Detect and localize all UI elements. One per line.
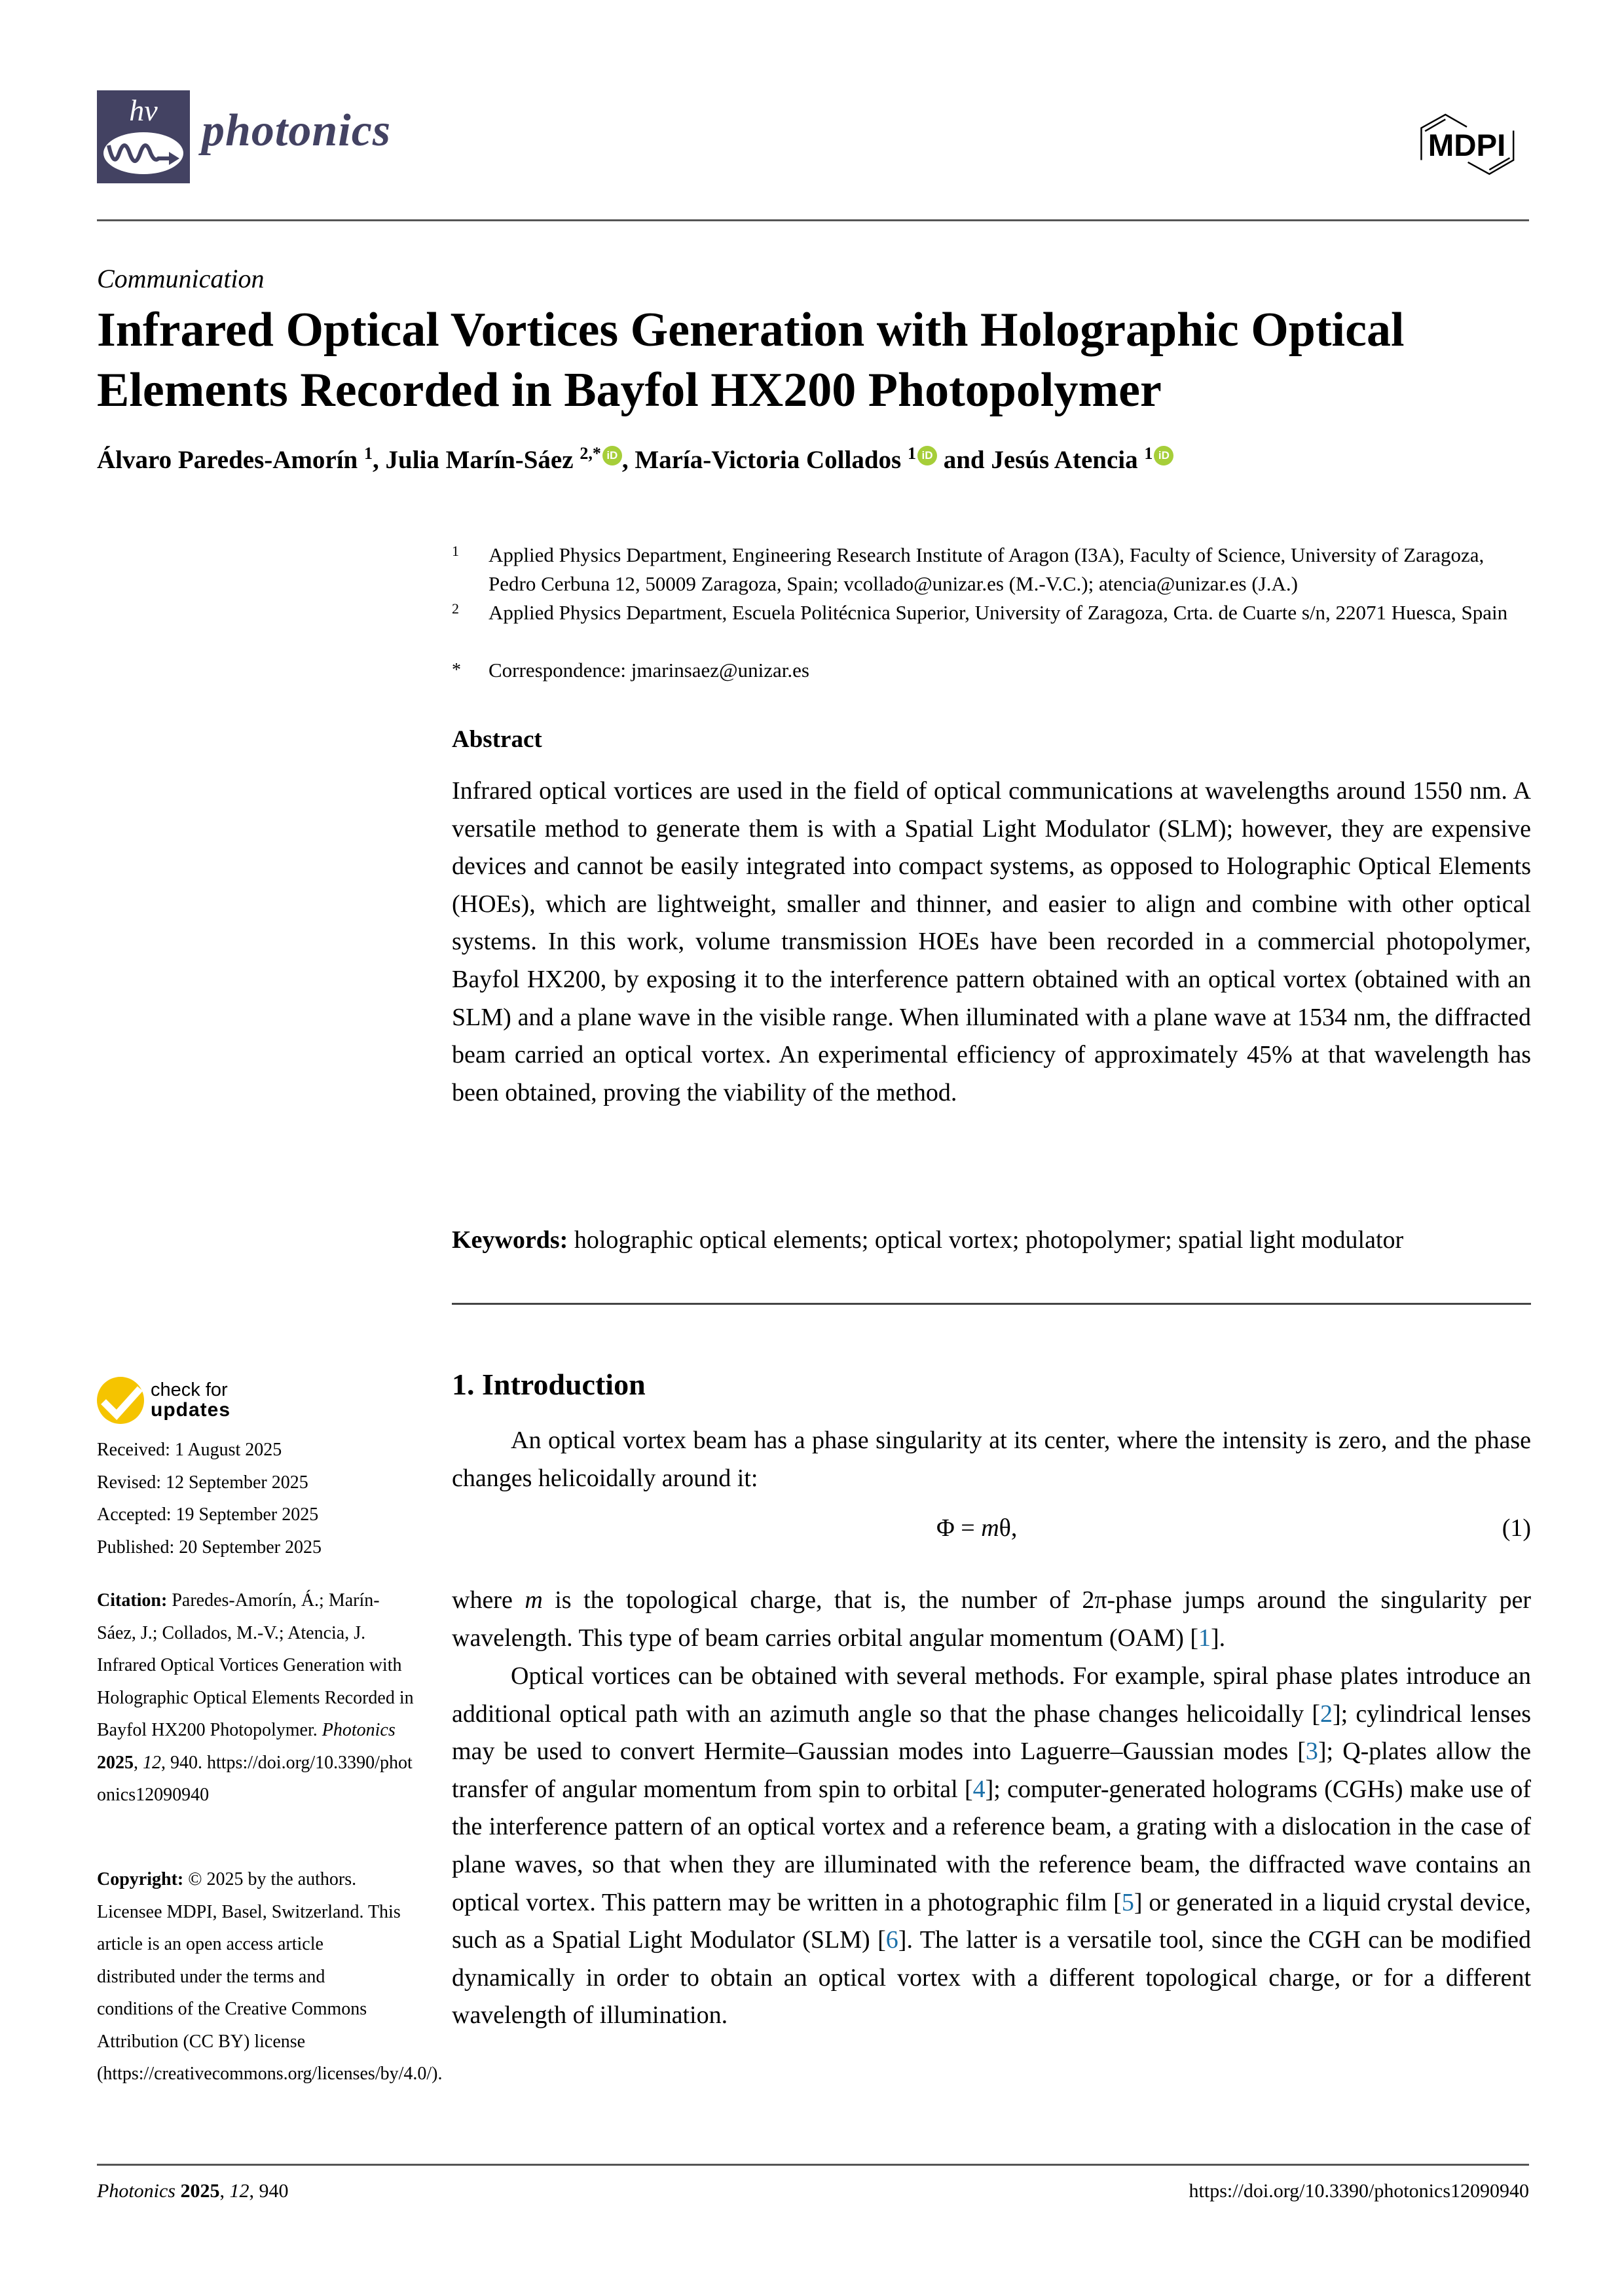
- correspondence: * Correspondence: jmarinsaez@unizar.es: [452, 659, 809, 682]
- mdpi-logo[interactable]: [1408, 105, 1526, 183]
- author-affil-mark: 1: [1144, 444, 1153, 463]
- citation-year: 2025: [97, 1752, 134, 1773]
- date-received: Received: 1 August 2025: [97, 1440, 282, 1460]
- author-name: Jesús Atencia: [991, 446, 1138, 474]
- mdpi-text: MDPI: [1428, 128, 1506, 163]
- copyright-text: © 2025 by the authors. Licensee MDPI, Basel, Switzerland. This article is an open access article distributed under the terms and conditions of the Creative Commons Attribution (CC BY) license (https://creativecommons.org/licenses/by/4.0/).: [97, 1869, 443, 2084]
- footer-divider: [97, 2164, 1529, 2166]
- footer-citation: Photonics 2025, 12, 940: [97, 2180, 289, 2202]
- logo-wave-ellipse: [103, 132, 183, 174]
- publication-dates: [97, 1434, 424, 1563]
- date-revised: Revised: 12 September 2025: [97, 1472, 308, 1493]
- copyright-label: Copyright:: [97, 1869, 184, 1889]
- affiliation-2: 2 Applied Physics Department, Escuela Politécnica Superior, University of Zaragoza, Crta. de Cuarte s/n, 22071 Huesca, Spain: [452, 600, 1508, 624]
- reference-link[interactable]: 3: [1305, 1738, 1318, 1766]
- citation-doi-link[interactable]: https://doi.org/10.3390/photonics12090940: [97, 1752, 413, 1805]
- intro-paragraph-3: Optical vortices can be obtained with several methods. For example, spiral phase plates introduce an additional optical path with an azimuth angle so that the phase changes helicoidally [2]; cylindrical lenses may be used to convert Hermite–Gaussian modes into Laguerre–Gaussian modes [3]; Q-plates allow the transfer of angular momentum from spin to orbital [4]; computer-generated holograms (CGHs) make use of the interference pattern of an optical vortex and a reference beam, a grating with a dislocation in the case of plane waves, so that when they are illuminated with the reference beam, the diffracted wave contains an optical vortex. This pattern may be written in a photographic film [5] or generated in a liquid crystal device, such as a Spatial Light Modulator (SLM) [6]. The latter is a versatile tool, since the CGH can be modified dynamically in order to obtain an optical vortex with a different topological charge, or for a different wavelength of illumination.: [452, 1662, 1532, 2030]
- author-name: Álvaro Paredes-Amorín: [97, 446, 358, 474]
- copyright-block: [97, 1863, 443, 2090]
- citation-text: Paredes-Amorín, Á.; Marín-Sáez, J.; Collados, M.-V.; Atencia, J. Infrared Optical Vortices Generation with Holographic Optical Elements Recorded in Bayfol HX200 Photopolymer.: [97, 1590, 414, 1740]
- intro-paragraph-2: where m is the topological charge, that is, the number of 2π-phase jumps around the singularity per wavelength. This type of beam carries orbital angular momentum (OAM) [1].: [452, 1586, 1531, 1652]
- article-title: Infrared Optical Vortices Generation with Holographic Optical Elements Recorded in Bayfol HX200 Photopolymer: [97, 303, 1405, 417]
- header-divider: [97, 219, 1529, 221]
- affiliation-1: 1 Applied Physics Department, Engineering Research Institute of Aragon (I3A), Faculty of Science, University of Zaragoza, Pedro Cerbuna 12, 50009 Zaragoza, Spain; vcollado@unizar.es (M.-V.C.); atencia@unizar.es (J.A.): [452, 543, 1485, 595]
- abstract-heading: Abstract: [452, 726, 542, 753]
- orcid-icon[interactable]: iD: [917, 446, 937, 465]
- abstract-divider: [452, 1303, 1531, 1305]
- reference-link[interactable]: 2: [1320, 1700, 1333, 1728]
- equation-number: (1): [1502, 1514, 1531, 1542]
- abstract-text: Infrared optical vortices are used in the field of optical communications at wavelengths around 1550 nm. A versatile method to generate them is with a Spatial Light Modulator (SLM); however, they are expensive devices and cannot be easily integrated into compact systems, as opposed to Holographic Optical Elements (HOEs), which are lightweight, smaller and thinner, and easier to align and combine with other optical systems. In this work, volume transmission HOEs have been recorded in a commercial photopolymer, Bayfol HX200, by exposing it to the interference pattern obtained with an optical vortex (obtained with an SLM) and a plane wave in the visible range. When illuminated with a plane wave at 1534 nm, the diffracted beam carried an optical vortex. An experimental efficiency of approximately 45% at that wavelength has been obtained, proving the viability of the method.: [452, 777, 1531, 1106]
- reference-link[interactable]: 5: [1121, 1888, 1134, 1916]
- date-accepted: Accepted: 19 September 2025: [97, 1504, 319, 1525]
- keywords-label: Keywords:: [452, 1226, 568, 1254]
- citation-volume: 12: [143, 1752, 161, 1773]
- orcid-icon[interactable]: iD: [602, 446, 622, 465]
- orcid-icon[interactable]: iD: [1154, 446, 1173, 465]
- citation-page: 940.: [170, 1752, 202, 1773]
- footer-doi-link[interactable]: https://doi.org/10.3390/photonics12090940: [1189, 2180, 1529, 2202]
- check-icon: [97, 1377, 144, 1424]
- journal-name: photonics: [202, 105, 392, 156]
- author-affil-mark: 1: [907, 444, 916, 463]
- author-affil-mark: 1: [364, 444, 373, 463]
- author-name: María-Victoria Collados: [635, 446, 902, 474]
- article-type: Communication: [97, 264, 265, 293]
- author-list: Álvaro Paredes-Amorín $^1$, Julia Marín-Sáez $^{2,*}$ iD , María-Victoria Collados $^1$ iD and Jesús Atencia $^1$ iD: [97, 444, 1173, 475]
- journal-logo[interactable]: [97, 90, 190, 183]
- section-heading-introduction: 1. Introduction: [452, 1368, 646, 1401]
- keywords-list: holographic optical elements; optical vortex; photopolymer; spatial light modulator: [574, 1226, 1404, 1254]
- intro-paragraph-1: An optical vortex beam has a phase singularity at its center, where the intensity is zero, and the phase changes helicoidally around it:: [452, 1427, 1531, 1492]
- logo-hv-symbol: hv: [129, 94, 158, 127]
- citation-block: Citation: Paredes-Amorín, Á.; Marín-Sáez, J.; Collados, M.-V.; Atencia, J. Infrared Optical Vortices Generation with Holographic Optical Elements Recorded in Bayfol HX200 Photopolymer. Photonics 2025, 12, 940. https://doi.org/10.3390/photonics12090940: [97, 1590, 414, 1805]
- author-name: Julia Marín-Sáez: [385, 446, 574, 474]
- date-published: Published: 20 September 2025: [97, 1537, 322, 1558]
- citation-journal: Photonics: [322, 1720, 396, 1740]
- reference-link[interactable]: 1: [1198, 1624, 1211, 1652]
- citation-label: Citation:: [97, 1590, 168, 1611]
- author-affil-mark: 2,*: [580, 444, 601, 463]
- keywords: [452, 1226, 1531, 1254]
- reference-link[interactable]: 6: [885, 1926, 898, 1954]
- wave-arrow-icon: [103, 132, 183, 174]
- reference-link[interactable]: 4: [972, 1775, 986, 1803]
